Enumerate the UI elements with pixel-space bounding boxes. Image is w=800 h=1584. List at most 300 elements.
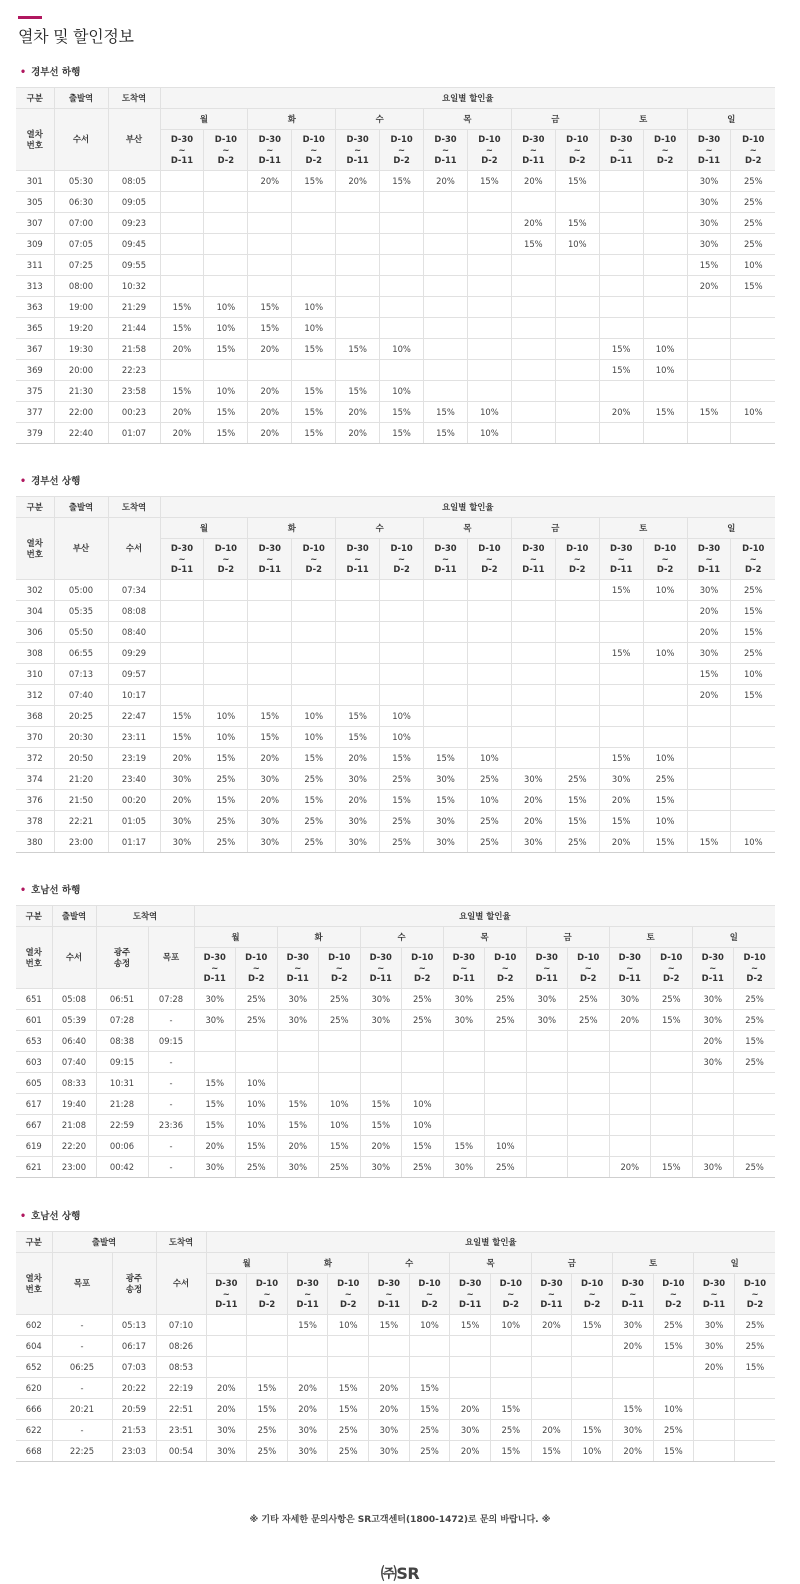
table-honam-up <box>16 1231 775 1462</box>
discount-cell: 20% <box>336 423 380 444</box>
header-discount-by-day: 요일별 할인율 <box>206 1232 775 1253</box>
discount-cell: 10% <box>467 790 511 811</box>
discount-cell: 25% <box>731 192 775 213</box>
time-cell: 23:51 <box>156 1420 206 1441</box>
time-cell: 23:36 <box>148 1115 194 1136</box>
time-cell: 09:15 <box>148 1031 194 1052</box>
discount-cell: 30% <box>443 1010 485 1031</box>
discount-cell <box>424 664 468 685</box>
discount-cell <box>248 685 292 706</box>
table-row <box>16 1052 775 1073</box>
time-cell: 08:05 <box>108 171 160 192</box>
table-row <box>16 1073 775 1094</box>
discount-cell: 15% <box>204 339 248 360</box>
discount-cell: 15% <box>319 1136 361 1157</box>
discount-cell <box>731 811 775 832</box>
discount-cell <box>204 685 248 706</box>
discount-cell <box>380 580 424 601</box>
discount-cell: 15% <box>336 339 380 360</box>
time-cell: - <box>52 1378 112 1399</box>
discount-cell: 15% <box>651 1157 693 1178</box>
discount-cell <box>467 318 511 339</box>
time-cell: 22:19 <box>156 1378 206 1399</box>
discount-cell <box>328 1357 369 1378</box>
discount-cell <box>643 685 687 706</box>
train-number-cell: 622 <box>16 1420 52 1441</box>
discount-cell: 15% <box>599 643 643 664</box>
discount-cell: 25% <box>409 1420 450 1441</box>
discount-cell <box>687 769 731 790</box>
discount-cell: 15% <box>734 1031 776 1052</box>
time-cell: - <box>52 1420 112 1441</box>
discount-cell <box>380 234 424 255</box>
discount-cell: 15% <box>360 1094 402 1115</box>
discount-cell <box>555 339 599 360</box>
discount-cell: 15% <box>160 318 204 339</box>
table-row <box>16 685 775 706</box>
time-cell: 22:51 <box>156 1399 206 1420</box>
discount-cell: 15% <box>287 1315 328 1336</box>
header-window-early: D-30 ~ D-11 <box>424 539 468 580</box>
discount-cell: 20% <box>531 1420 572 1441</box>
discount-cell <box>328 1336 369 1357</box>
header-day: 토 <box>599 518 687 539</box>
discount-cell <box>424 360 468 381</box>
discount-cell <box>643 706 687 727</box>
discount-cell <box>568 1115 610 1136</box>
discount-cell: 15% <box>424 790 468 811</box>
discount-cell <box>424 213 468 234</box>
header-day: 월 <box>160 109 248 130</box>
discount-cell: 20% <box>248 339 292 360</box>
header-window-early: D-30 ~ D-11 <box>248 539 292 580</box>
discount-cell: 15% <box>248 318 292 339</box>
time-cell: - <box>52 1336 112 1357</box>
discount-cell: 15% <box>599 580 643 601</box>
discount-cell <box>247 1336 288 1357</box>
discount-cell: 25% <box>485 1010 527 1031</box>
discount-cell <box>511 622 555 643</box>
discount-cell <box>555 192 599 213</box>
discount-cell <box>380 318 424 339</box>
discount-cell <box>555 601 599 622</box>
discount-cell <box>204 213 248 234</box>
time-cell: 00:42 <box>96 1157 148 1178</box>
table-row <box>16 664 775 685</box>
discount-cell <box>380 297 424 318</box>
table-row <box>16 234 775 255</box>
time-cell: 23:19 <box>108 748 160 769</box>
discount-cell: 30% <box>599 769 643 790</box>
header-departure: 출발역 <box>52 906 96 927</box>
discount-cell <box>526 1052 568 1073</box>
discount-cell: 10% <box>328 1315 369 1336</box>
table-row <box>16 423 775 444</box>
discount-cell <box>409 1336 450 1357</box>
discount-cell <box>572 1336 613 1357</box>
discount-cell <box>424 622 468 643</box>
train-number-cell: 375 <box>16 381 54 402</box>
discount-cell <box>292 360 336 381</box>
discount-cell <box>380 213 424 234</box>
header-station-arrival: 부산 <box>108 109 160 171</box>
discount-cell <box>277 1052 319 1073</box>
discount-cell: 30% <box>612 1420 653 1441</box>
discount-cell <box>731 423 775 444</box>
header-window-early: D-30 ~ D-11 <box>694 1274 735 1315</box>
discount-cell: 15% <box>277 1094 319 1115</box>
time-cell: 00:23 <box>108 402 160 423</box>
discount-cell <box>206 1315 247 1336</box>
header-window-late: D-10 ~ D-2 <box>247 1274 288 1315</box>
header-day: 금 <box>531 1253 612 1274</box>
discount-cell: 15% <box>653 1441 694 1462</box>
train-number-cell: 651 <box>16 989 52 1010</box>
discount-cell: 15% <box>643 790 687 811</box>
header-category: 구분 <box>16 906 52 927</box>
discount-cell <box>248 192 292 213</box>
discount-cell <box>467 580 511 601</box>
discount-cell: 25% <box>568 1010 610 1031</box>
discount-cell <box>204 192 248 213</box>
time-cell: 05:08 <box>52 989 96 1010</box>
discount-cell: 30% <box>369 1441 410 1462</box>
discount-cell <box>731 297 775 318</box>
discount-cell <box>572 1378 613 1399</box>
train-number-cell: 376 <box>16 790 54 811</box>
time-cell: 23:58 <box>108 381 160 402</box>
discount-cell: 15% <box>204 748 248 769</box>
discount-cell: 15% <box>160 381 204 402</box>
discount-cell <box>490 1378 531 1399</box>
table-row <box>16 1031 775 1052</box>
discount-cell <box>511 297 555 318</box>
discount-cell <box>206 1357 247 1378</box>
header-window-early: D-30 ~ D-11 <box>424 130 468 171</box>
table-gyeongbu-up <box>16 496 775 853</box>
discount-cell <box>160 664 204 685</box>
discount-cell <box>572 1399 613 1420</box>
header-day: 금 <box>526 927 609 948</box>
time-cell: 05:35 <box>54 601 108 622</box>
discount-cell <box>247 1357 288 1378</box>
discount-cell <box>336 664 380 685</box>
train-number-cell: 370 <box>16 727 54 748</box>
discount-cell <box>204 643 248 664</box>
time-cell: 19:00 <box>54 297 108 318</box>
table-row <box>16 1157 775 1178</box>
discount-cell <box>424 234 468 255</box>
discount-cell: 20% <box>599 790 643 811</box>
discount-cell <box>485 1115 527 1136</box>
discount-cell <box>568 1157 610 1178</box>
discount-cell: 15% <box>653 1336 694 1357</box>
train-number-cell: 667 <box>16 1115 52 1136</box>
discount-cell: 25% <box>467 832 511 853</box>
discount-cell: 20% <box>277 1136 319 1157</box>
discount-cell: 30% <box>424 811 468 832</box>
discount-cell: 10% <box>292 318 336 339</box>
discount-cell: 20% <box>687 685 731 706</box>
header-day: 일 <box>687 109 775 130</box>
table-row <box>16 1315 775 1336</box>
time-cell: 20:22 <box>112 1378 156 1399</box>
discount-cell <box>734 1094 776 1115</box>
time-cell: 20:30 <box>54 727 108 748</box>
discount-cell <box>651 1136 693 1157</box>
discount-cell: 25% <box>734 1157 776 1178</box>
header-window-early: D-30 ~ D-11 <box>450 1274 491 1315</box>
discount-cell <box>531 1336 572 1357</box>
discount-cell <box>599 706 643 727</box>
discount-cell <box>160 685 204 706</box>
discount-cell: 20% <box>248 790 292 811</box>
discount-cell: 20% <box>160 339 204 360</box>
discount-cell: 10% <box>409 1315 450 1336</box>
discount-cell: 30% <box>287 1420 328 1441</box>
discount-cell: 25% <box>247 1420 288 1441</box>
discount-cell <box>467 664 511 685</box>
discount-cell <box>160 171 204 192</box>
discount-cell: 15% <box>236 1136 278 1157</box>
discount-cell <box>568 1031 610 1052</box>
discount-cell: 30% <box>206 1441 247 1462</box>
header-day: 화 <box>287 1253 368 1274</box>
header-window-late: D-10 ~ D-2 <box>467 539 511 580</box>
discount-cell: 25% <box>236 1010 278 1031</box>
discount-cell <box>734 1399 775 1420</box>
header-day: 월 <box>160 518 248 539</box>
discount-cell: 15% <box>409 1378 450 1399</box>
discount-cell: 10% <box>204 381 248 402</box>
discount-cell: 10% <box>319 1094 361 1115</box>
discount-cell <box>692 1136 734 1157</box>
discount-cell <box>511 276 555 297</box>
time-cell: 20:59 <box>112 1399 156 1420</box>
discount-cell: 15% <box>687 255 731 276</box>
time-cell: - <box>52 1315 112 1336</box>
header-window-late: D-10 ~ D-2 <box>292 130 336 171</box>
discount-cell: 10% <box>380 381 424 402</box>
discount-cell <box>599 234 643 255</box>
time-cell: 21:53 <box>112 1420 156 1441</box>
discount-cell <box>292 622 336 643</box>
table-row <box>16 580 775 601</box>
discount-cell <box>643 664 687 685</box>
time-cell: 22:20 <box>52 1136 96 1157</box>
time-cell: 09:23 <box>108 213 160 234</box>
header-window-early: D-30 ~ D-11 <box>160 130 204 171</box>
time-cell: 23:03 <box>112 1441 156 1462</box>
discount-cell <box>692 1094 734 1115</box>
table-row <box>16 769 775 790</box>
header-day: 화 <box>277 927 360 948</box>
discount-cell <box>248 664 292 685</box>
discount-cell: 15% <box>731 622 775 643</box>
discount-cell <box>731 727 775 748</box>
discount-cell <box>409 1357 450 1378</box>
discount-cell <box>336 297 380 318</box>
table-row <box>16 601 775 622</box>
discount-cell: 15% <box>555 811 599 832</box>
discount-cell <box>467 297 511 318</box>
header-window-early: D-30 ~ D-11 <box>531 1274 572 1315</box>
discount-cell <box>526 1073 568 1094</box>
time-cell: 08:33 <box>52 1073 96 1094</box>
discount-cell: 30% <box>277 1157 319 1178</box>
header-window-late: D-10 ~ D-2 <box>204 130 248 171</box>
header-arrival: 도착역 <box>108 88 160 109</box>
discount-cell <box>643 297 687 318</box>
header-window-early: D-30 ~ D-11 <box>336 130 380 171</box>
discount-cell: 20% <box>531 1315 572 1336</box>
section-title-gyeongbu-down <box>20 64 80 78</box>
discount-cell <box>734 1420 775 1441</box>
time-cell: 21:28 <box>96 1094 148 1115</box>
header-day: 금 <box>511 109 599 130</box>
discount-cell: 15% <box>572 1420 613 1441</box>
discount-cell: 15% <box>247 1399 288 1420</box>
discount-cell <box>731 318 775 339</box>
discount-cell <box>380 622 424 643</box>
discount-cell: 15% <box>360 1115 402 1136</box>
discount-cell <box>467 643 511 664</box>
discount-cell: 30% <box>443 1157 485 1178</box>
discount-cell <box>336 601 380 622</box>
discount-cell <box>204 255 248 276</box>
discount-cell <box>599 213 643 234</box>
header-window-early: D-30 ~ D-11 <box>443 948 485 989</box>
discount-cell: 30% <box>694 1315 735 1336</box>
discount-cell: 20% <box>336 748 380 769</box>
discount-cell: 25% <box>490 1420 531 1441</box>
discount-cell: 15% <box>248 706 292 727</box>
time-cell: 09:15 <box>96 1052 148 1073</box>
discount-cell: 20% <box>336 402 380 423</box>
discount-cell: 20% <box>369 1399 410 1420</box>
discount-cell: 15% <box>247 1378 288 1399</box>
discount-cell <box>380 255 424 276</box>
discount-cell: 10% <box>292 297 336 318</box>
discount-cell <box>424 339 468 360</box>
discount-cell <box>643 601 687 622</box>
discount-cell <box>526 1115 568 1136</box>
header-station-departure: 수서 <box>54 109 108 171</box>
table-row <box>16 1357 775 1378</box>
discount-cell <box>248 276 292 297</box>
header-window-early: D-30 ~ D-11 <box>599 130 643 171</box>
header-window-late: D-10 ~ D-2 <box>555 539 599 580</box>
discount-cell <box>292 255 336 276</box>
discount-cell <box>692 1073 734 1094</box>
time-cell: 23:00 <box>52 1157 96 1178</box>
header-window-early: D-30 ~ D-11 <box>612 1274 653 1315</box>
discount-cell <box>236 1052 278 1073</box>
discount-cell <box>734 1115 776 1136</box>
discount-cell: 20% <box>248 171 292 192</box>
train-number-cell: 302 <box>16 580 54 601</box>
discount-cell: 15% <box>336 381 380 402</box>
discount-cell: 25% <box>731 580 775 601</box>
train-number-cell: 605 <box>16 1073 52 1094</box>
discount-cell <box>450 1357 491 1378</box>
header-day: 토 <box>599 109 687 130</box>
discount-cell <box>511 706 555 727</box>
header-station-arrival: 수서 <box>156 1253 206 1315</box>
discount-cell: 15% <box>424 748 468 769</box>
discount-cell <box>609 1115 651 1136</box>
section-title-honam-down <box>20 882 80 896</box>
discount-cell <box>292 664 336 685</box>
train-number-cell: 305 <box>16 192 54 213</box>
discount-cell: 15% <box>599 339 643 360</box>
time-cell: - <box>148 1094 194 1115</box>
discount-cell: 15% <box>643 832 687 853</box>
time-cell: 21:30 <box>54 381 108 402</box>
discount-cell <box>248 643 292 664</box>
discount-cell <box>248 360 292 381</box>
discount-cell: 10% <box>731 402 775 423</box>
discount-cell: 20% <box>287 1399 328 1420</box>
discount-cell: 30% <box>609 989 651 1010</box>
time-cell: 05:30 <box>54 171 108 192</box>
discount-cell: 15% <box>248 727 292 748</box>
discount-cell <box>531 1378 572 1399</box>
discount-cell: 20% <box>336 790 380 811</box>
time-cell: 07:25 <box>54 255 108 276</box>
discount-cell <box>609 1073 651 1094</box>
discount-cell <box>443 1031 485 1052</box>
discount-cell <box>380 601 424 622</box>
time-cell: 22:40 <box>54 423 108 444</box>
discount-cell: 30% <box>277 1010 319 1031</box>
discount-cell <box>599 664 643 685</box>
time-cell: 09:29 <box>108 643 160 664</box>
time-cell: 10:31 <box>96 1073 148 1094</box>
discount-cell <box>599 423 643 444</box>
discount-cell: 15% <box>204 423 248 444</box>
time-cell: 10:17 <box>108 685 160 706</box>
time-cell: 09:57 <box>108 664 160 685</box>
discount-cell <box>599 171 643 192</box>
discount-cell <box>424 643 468 664</box>
discount-cell <box>369 1357 410 1378</box>
discount-cell <box>204 601 248 622</box>
discount-cell: 25% <box>380 811 424 832</box>
discount-cell: 30% <box>206 1420 247 1441</box>
discount-cell <box>511 664 555 685</box>
discount-cell <box>568 1094 610 1115</box>
time-cell: 20:25 <box>54 706 108 727</box>
discount-cell <box>555 622 599 643</box>
discount-cell: 20% <box>160 790 204 811</box>
discount-cell <box>599 622 643 643</box>
discount-cell: 15% <box>511 234 555 255</box>
time-cell: 22:25 <box>52 1441 112 1462</box>
table-row <box>16 381 775 402</box>
discount-cell <box>731 769 775 790</box>
discount-cell <box>555 685 599 706</box>
discount-cell <box>369 1336 410 1357</box>
discount-cell <box>467 234 511 255</box>
discount-cell <box>380 192 424 213</box>
table-row <box>16 1399 775 1420</box>
discount-cell <box>687 297 731 318</box>
header-window-early: D-30 ~ D-11 <box>609 948 651 989</box>
header-day: 토 <box>609 927 692 948</box>
discount-cell <box>292 276 336 297</box>
discount-cell <box>643 234 687 255</box>
